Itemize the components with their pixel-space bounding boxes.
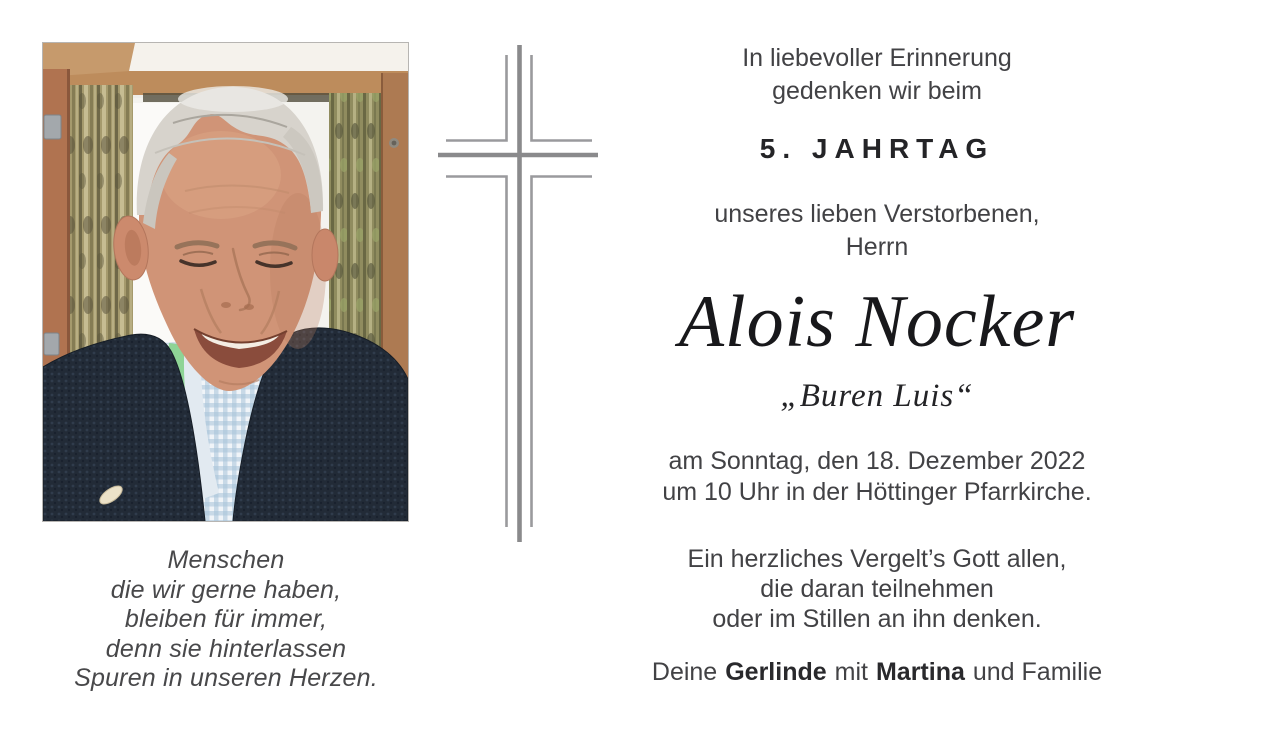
family-prefix: Deine — [651, 658, 718, 686]
family-name: Gerlinde — [725, 658, 827, 686]
announcement-text — [616, 0, 1138, 730]
deceased-intro — [616, 198, 1138, 264]
portrait-photo — [42, 42, 409, 522]
cross-icon — [420, 0, 620, 730]
service-line: am Sonntag, den 18. Dezember 2022 — [668, 447, 1086, 475]
intro-line: In liebevoller Erinnerung — [742, 44, 1012, 72]
thanks-line: oder im Stillen an ihn denken. — [712, 605, 1042, 633]
deceased-nickname: „Buren Luis“ — [780, 378, 974, 414]
poem-line: bleiben für immer, — [124, 605, 328, 633]
family-signature — [616, 658, 1138, 687]
thanks-line: Ein herzliches Vergelt’s Gott allen, — [687, 545, 1067, 573]
poem-line: Spuren in unseren Herzen. — [74, 664, 378, 692]
deceased-line: unseres lieben Verstorbenen, — [714, 200, 1040, 228]
portrait-illustration — [43, 43, 408, 521]
deceased-name: Alois Nocker — [678, 281, 1076, 363]
hinge-icon — [44, 333, 59, 355]
memorial-poem — [43, 546, 409, 694]
intro-text — [616, 42, 1138, 108]
intro-line: gedenken wir beim — [772, 77, 982, 105]
family-name: Martina — [875, 658, 965, 686]
family-suffix: und Familie — [972, 658, 1103, 686]
poem-line: Menschen — [167, 546, 285, 574]
hinge-icon — [44, 115, 61, 139]
thanks-line: die daran teilnehmen — [760, 575, 994, 603]
poem-line: die wir gerne haben, — [110, 575, 342, 604]
family-connector: mit — [834, 658, 868, 686]
deceased-line: Herrn — [845, 233, 909, 261]
service-details — [616, 446, 1138, 508]
anniversary-heading: 5. JAHRTAG — [759, 133, 995, 164]
thanks-text — [616, 544, 1138, 634]
poem-line: denn sie hinterlassen — [105, 634, 347, 663]
service-line: um 10 Uhr in der Höttinger Pfarrkirche. — [662, 478, 1092, 506]
